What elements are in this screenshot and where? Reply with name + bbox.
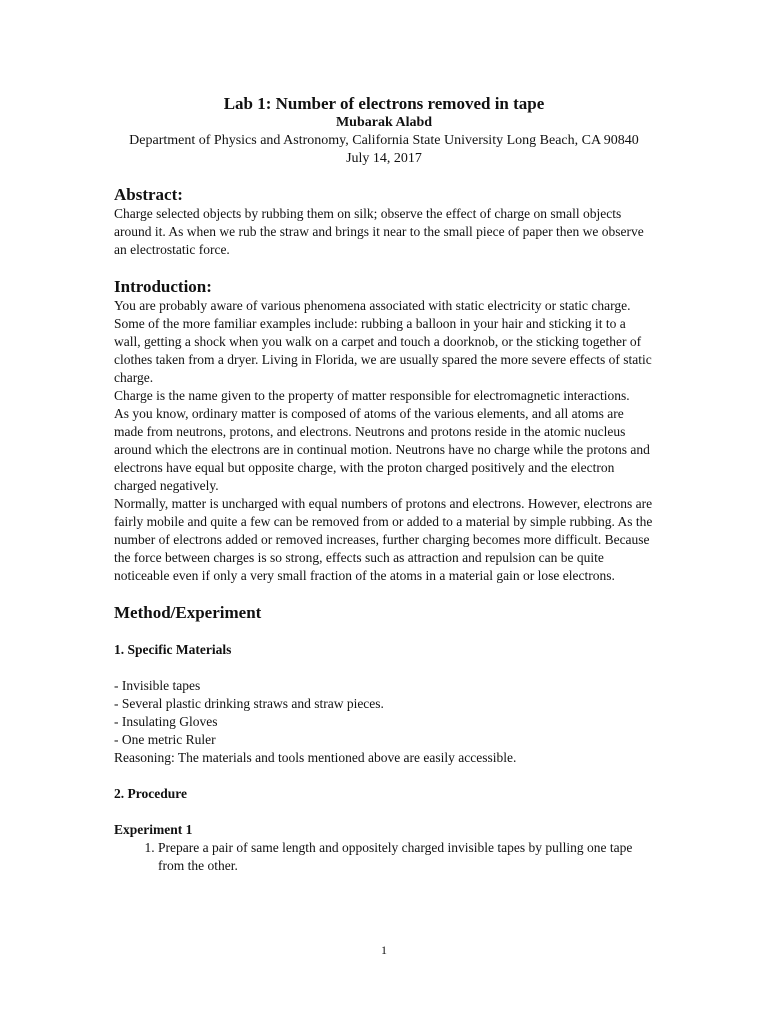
procedure-step: 1. Prepare a pair of same length and oppositely charged invisible tapes by pulling one tape from the other. xyxy=(158,839,654,875)
page-number: 1 xyxy=(381,943,387,957)
abstract-heading: Abstract: xyxy=(114,185,183,204)
paper-title: Lab 1: Number of electrons removed in tape xyxy=(223,94,545,113)
experiment-1-heading: Experiment 1 xyxy=(114,822,193,837)
introduction-heading: Introduction: xyxy=(114,277,212,296)
materials-list xyxy=(114,677,654,749)
author-name: Mubarak Alabd xyxy=(335,115,433,130)
abstract-text: Charge selected objects by rubbing them on silk; observe the effect of charge on small objects around it. As when we rub the straw and brings it near to the small piece of paper then we observe an electrostatic force. xyxy=(114,206,644,257)
procedure-heading: 2. Procedure xyxy=(114,786,187,801)
materials-heading: 1. Specific Materials xyxy=(114,642,232,657)
materials-item: - Invisible tapes xyxy=(114,678,201,693)
materials-item: - Several plastic drinking straws and straw pieces. xyxy=(114,696,384,711)
affiliation: Department of Physics and Astronomy, California State University Long Beach, CA 90840 xyxy=(129,133,639,148)
materials-item: - Insulating Gloves xyxy=(114,714,218,729)
intro-paragraph-3: As you know, ordinary matter is composed of atoms of the various elements, and all atoms are made from neutrons, protons, and electrons. Neutrons and protons reside in the atomic nucleus around which the electrons are in continual motion. Neutrons have no charge while the protons and electrons have equal but opposite charge, with the proton charged positively and the electron charged negatively. xyxy=(114,406,650,493)
materials-item: - One metric Ruler xyxy=(114,732,216,747)
intro-paragraph-4: Normally, matter is uncharged with equal numbers of protons and electrons. However, electrons are fairly mobile and quite a few can be removed from or added to a material by simple rubbing. As the number of electrons added or removed increases, further charging becomes more difficult. Because the force between charges is so strong, effects such as attraction and repulsion can be quite noticeable even if only a very small fraction of the atoms in a material gain or lose electrons. xyxy=(114,496,653,583)
method-heading: Method/Experiment xyxy=(114,603,262,622)
intro-paragraph-1: You are probably aware of various phenomena associated with static electricity or static charge. Some of the more familiar examples include: rubbing a balloon in your hair and sticking it to a wall, getting a shock when you walk on a carpet and touch a doorknob, or the sticking together of clothes taken from a dryer. Living in Florida, we are usually spared the more severe effects of static charge. xyxy=(114,298,652,385)
reasoning-text: Reasoning: The materials and tools mentioned above are easily accessible. xyxy=(114,750,517,765)
intro-paragraph-2: Charge is the name given to the property of matter responsible for electromagnetic interactions. xyxy=(114,388,630,403)
page-content xyxy=(114,94,654,875)
procedure-steps xyxy=(114,839,654,875)
date: July 14, 2017 xyxy=(346,151,422,166)
